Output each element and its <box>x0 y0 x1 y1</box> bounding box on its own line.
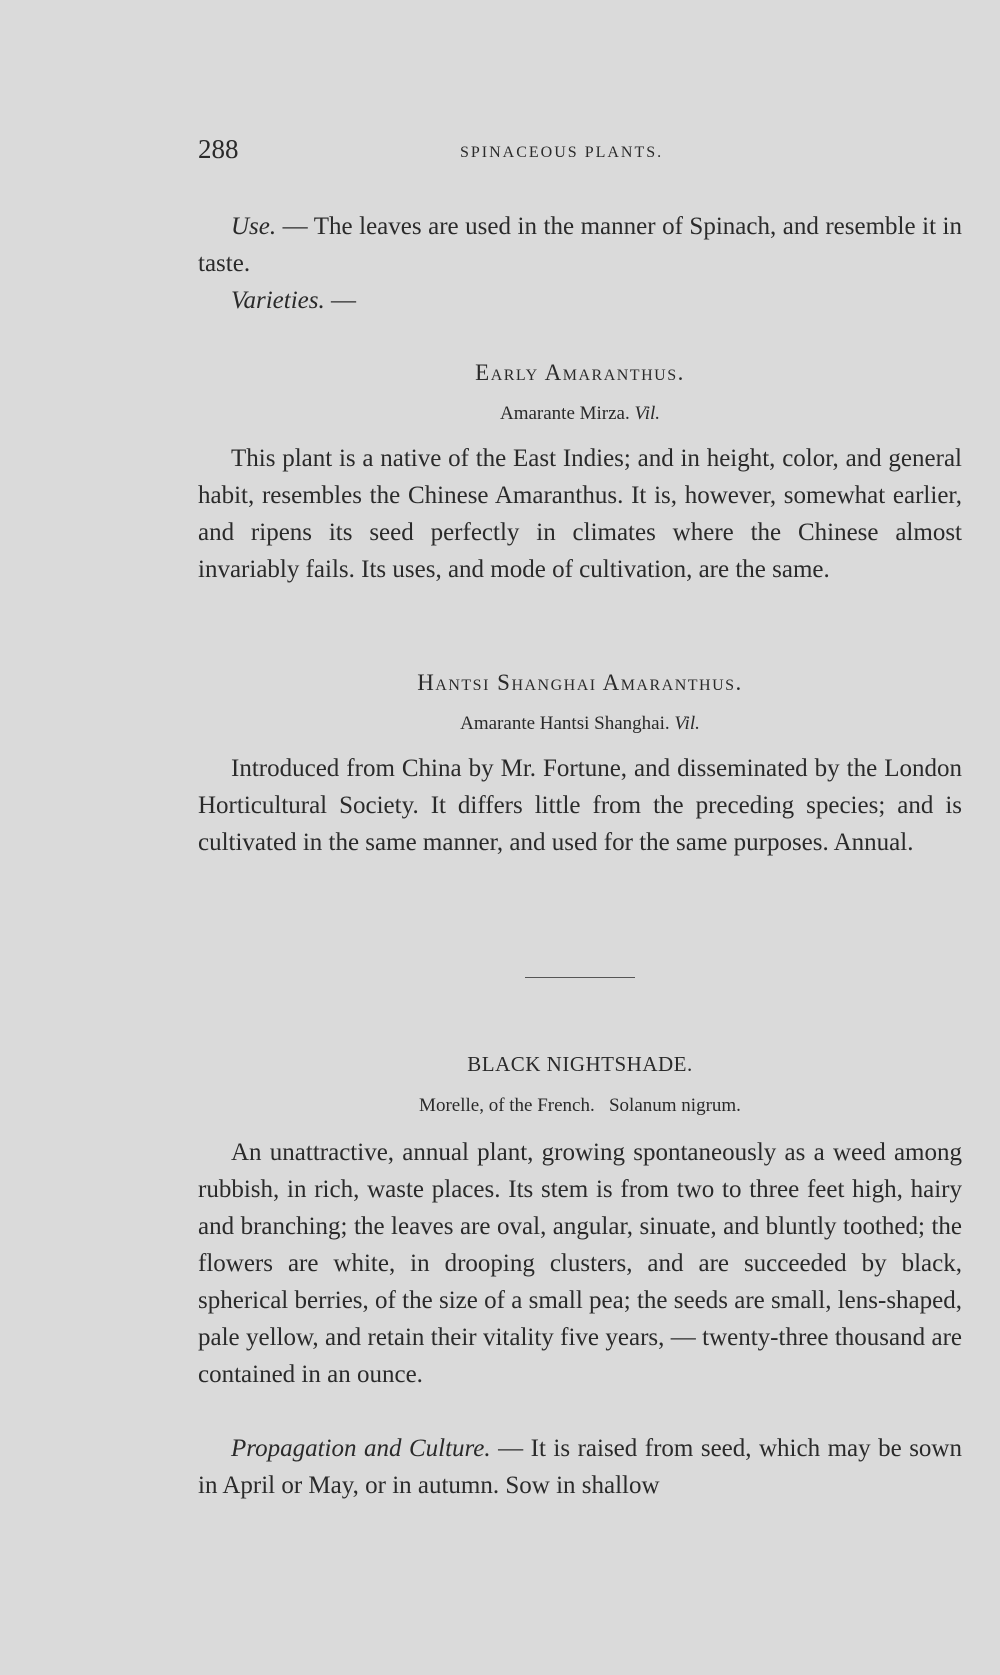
early-amaranthus-synonym-ref: Vil. <box>634 403 661 424</box>
early-amaranthus-synonym <box>198 403 962 425</box>
hantsi-amaranthus-synonym-name: Amarante Hantsi Shanghai. <box>460 713 670 734</box>
early-amaranthus-title: Early Amaranthus. <box>475 360 685 385</box>
page-number: 288 <box>198 134 239 164</box>
black-nightshade-title: BLACK NIGHTSHADE. <box>467 1052 693 1076</box>
use-text: — The leaves are used in the manner of Spinach, and resemble it in taste. <box>198 213 962 277</box>
varieties-text: — <box>324 287 356 314</box>
propagation-label: Propagation and Culture. <box>231 1435 491 1462</box>
hantsi-amaranthus-description: Introduced from China by Mr. Fortune, and disseminated by the London Horticultural Society. It differs little from the preceding species; and is cultivated in the same manner, and used for the same purposes. Annual. <box>198 755 962 856</box>
page-header <box>198 134 958 174</box>
propagation-paragraph <box>198 1430 962 1504</box>
hantsi-amaranthus-synonym-ref: Vil. <box>674 713 700 734</box>
hantsi-amaranthus-title: Hantsi Shanghai Amaranthus. <box>417 670 743 695</box>
use-paragraph <box>198 208 962 319</box>
section-divider <box>525 977 635 978</box>
propagation-text: — It is raised from seed, which may be sown in April or May, or in autumn. Sow in shallow <box>198 1435 962 1499</box>
use-label: Use. <box>231 213 277 240</box>
early-amaranthus-synonym-name: Amarante Mirza. <box>499 403 630 424</box>
early-amaranthus-description: This plant is a native of the East Indies; and in height, color, and general habit, resembles the Chinese Amaranthus. It is, however, somewhat earlier, and ripens its seed perfectly in climates where the Chinese almost invariably fails. Its uses, and mode of cultivation, are the same. <box>198 445 962 583</box>
varieties-label: Varieties. <box>231 287 325 314</box>
hantsi-amaranthus-synonym <box>198 713 962 735</box>
black-nightshade-synonym: Morelle, of the French. Solanum nigrum. <box>419 1095 741 1116</box>
black-nightshade-description: An unattractive, annual plant, growing spontaneously as a weed among rubbish, in rich, waste places. Its stem is from two to three feet high, hairy and branching; the leaves are oval, angular, sinuate, and bluntly toothed; the flowers are white, in drooping clusters, and are succeeded by black, spherical berries, of the size of a small pea; the seeds are small, lens-shaped, pale yellow, and retain their vitality five years, — twenty-three thousand are contained in an ounce. <box>198 1139 962 1388</box>
running-title: SPINACEOUS PLANTS. <box>460 144 664 161</box>
